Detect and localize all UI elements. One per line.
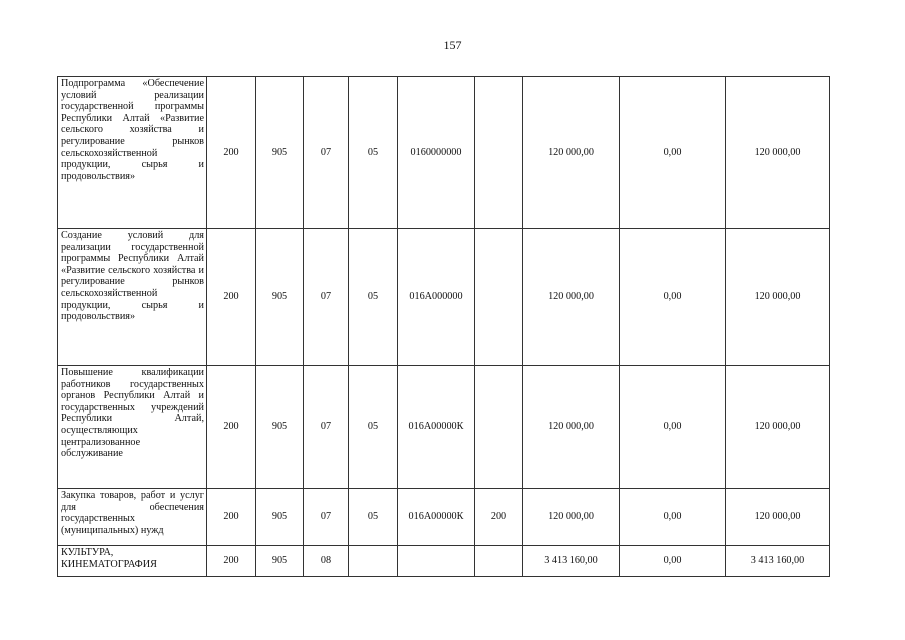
cell-expense-type <box>475 77 523 229</box>
table-row <box>58 229 830 366</box>
cell-section: 07 <box>304 77 349 229</box>
cell-ministry: 905 <box>256 546 304 577</box>
cell-change: 0,00 <box>620 489 726 546</box>
cell-code-1: 200 <box>207 366 256 489</box>
cell-section: 07 <box>304 489 349 546</box>
cell-total: 3 413 160,00 <box>726 546 830 577</box>
cell-subsection: 05 <box>349 77 398 229</box>
row-description: Повышение квалификации работников государственных органов Республики Алтай и государственных учреждений Республики Алтай, осуществляющих централизованное обслуживание <box>58 366 207 489</box>
cell-target-article: 0160000000 <box>398 77 475 229</box>
cell-amount: 120 000,00 <box>523 229 620 366</box>
cell-section: 07 <box>304 229 349 366</box>
cell-code-1: 200 <box>207 229 256 366</box>
cell-total: 120 000,00 <box>726 77 830 229</box>
cell-total: 120 000,00 <box>726 489 830 546</box>
row-description: Создание условий для реализации государственной программы Республики Алтай «Развитие сельского хозяйства и регулирование рынков сельскохозяйственной продукции, сырья и продовольствия» <box>58 229 207 366</box>
cell-ministry: 905 <box>256 489 304 546</box>
cell-change: 0,00 <box>620 366 726 489</box>
cell-target-article: 016А00000К <box>398 366 475 489</box>
cell-target-article: 016А00000К <box>398 489 475 546</box>
cell-subsection: 05 <box>349 489 398 546</box>
row-description: КУЛЬТУРА, КИНЕМАТОГРАФИЯ <box>58 546 207 577</box>
cell-subsection <box>349 546 398 577</box>
cell-amount: 3 413 160,00 <box>523 546 620 577</box>
budget-table <box>57 76 830 577</box>
cell-expense-type <box>475 366 523 489</box>
cell-target-article: 016А000000 <box>398 229 475 366</box>
cell-change: 0,00 <box>620 229 726 366</box>
cell-expense-type <box>475 546 523 577</box>
cell-change: 0,00 <box>620 77 726 229</box>
page-number: 157 <box>443 38 462 52</box>
cell-expense-type: 200 <box>475 489 523 546</box>
cell-total: 120 000,00 <box>726 229 830 366</box>
cell-target-article <box>398 546 475 577</box>
cell-code-1: 200 <box>207 546 256 577</box>
cell-amount: 120 000,00 <box>523 489 620 546</box>
cell-section: 07 <box>304 366 349 489</box>
table-row <box>58 546 830 577</box>
cell-code-1: 200 <box>207 489 256 546</box>
table-row <box>58 77 830 229</box>
cell-ministry: 905 <box>256 366 304 489</box>
table-row <box>58 366 830 489</box>
cell-amount: 120 000,00 <box>523 77 620 229</box>
row-description: Подпрограмма «Обеспечение условий реализации государственной программы Республики Алтай «Развитие сельского хозяйства и регулирование рынков сельскохозяйственной продукции, сырья и продовольствия» <box>58 77 207 229</box>
cell-code-1: 200 <box>207 77 256 229</box>
cell-change: 0,00 <box>620 546 726 577</box>
cell-total: 120 000,00 <box>726 366 830 489</box>
table-row <box>58 489 830 546</box>
cell-ministry: 905 <box>256 229 304 366</box>
cell-ministry: 905 <box>256 77 304 229</box>
cell-subsection: 05 <box>349 229 398 366</box>
cell-amount: 120 000,00 <box>523 366 620 489</box>
cell-section: 08 <box>304 546 349 577</box>
row-description: Закупка товаров, работ и услуг для обеспечения государственных (муниципальных) нужд <box>58 489 207 546</box>
cell-subsection: 05 <box>349 366 398 489</box>
cell-expense-type <box>475 229 523 366</box>
